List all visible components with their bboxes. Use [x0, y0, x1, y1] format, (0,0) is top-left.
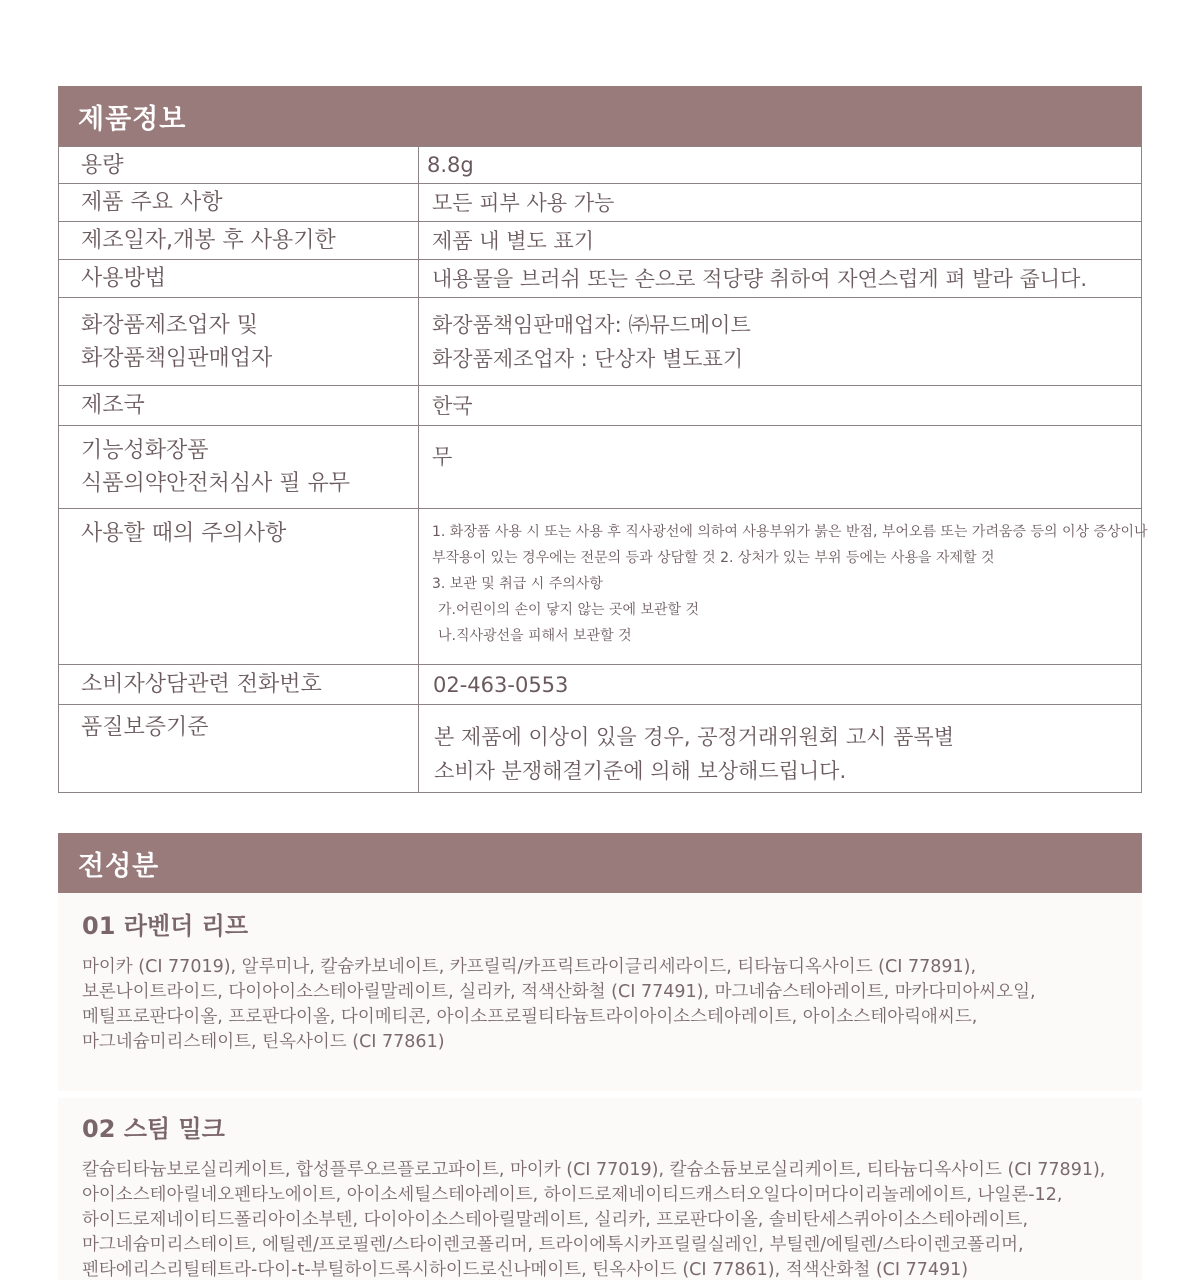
table-row: [59, 705, 1142, 793]
ingredient-block: [58, 893, 1142, 1091]
row-value: 내용물을 브러쉬 또는 손으로 적당량 취하여 자연스럽게 펴 발라 줍니다.: [419, 260, 1142, 298]
row-value: 8.8g: [419, 147, 1142, 184]
table-row: [59, 147, 1142, 184]
ingredient-title: 01 라벤더 리프: [82, 912, 249, 940]
row-label: 제조국: [59, 386, 419, 426]
table-row: [59, 260, 1142, 298]
row-label: 제조일자,개봉 후 사용기한: [59, 222, 419, 260]
product-info-header: 제품정보: [58, 86, 1142, 146]
table-row: [59, 298, 1142, 386]
row-value: 무: [419, 426, 1142, 509]
ingredient-block: [58, 1098, 1142, 1280]
row-label: 품질보증기준: [59, 705, 419, 793]
table-row: [59, 426, 1142, 509]
ingredient-list: 마이카 (CI 77019), 알루미나, 칼슘카보네이트, 카프릴릭/카프릭트라이글리세라이드, 티타늄디옥사이드 (CI 77891), 보론나이트라이드, 다이아이소스테아릴말레이트, 실리카, 적색산화철 (CI 77491), 마그네슘스테아레이트, 마카다미아씨오일, 메틸프로판다이올, 프로판다이올, 다이메티콘, 아이소프로필티타늄트라이아이소스테아레이트, 아이소스테아릭애씨드, 마그네슘미리스테이트, 틴옥사이드 (CI 77861): [82, 957, 1036, 1052]
row-value: 한국: [419, 386, 1142, 426]
row-value: 화장품책임판매업자: ㈜뮤드메이트 화장품제조업자 : 단상자 별도표기: [419, 298, 1142, 386]
table-row: [59, 509, 1142, 665]
row-value: 제품 내 별도 표기: [419, 222, 1142, 260]
ingredients-header: 전성분: [58, 833, 1142, 893]
row-value: 모든 피부 사용 가능: [419, 184, 1142, 222]
row-value: 본 제품에 이상이 있을 경우, 공정거래위원회 고시 품목별 소비자 분쟁해결기준에 의해 보상해드립니다.: [419, 705, 1142, 793]
table-row: [59, 665, 1142, 705]
row-label: 용량: [59, 147, 419, 184]
row-label: 사용방법: [59, 260, 419, 298]
product-info-table: [58, 146, 1148, 793]
ingredient-list: 칼슘티타늄보로실리케이트, 합성플루오르플로고파이트, 마이카 (CI 77019), 칼슘소듐보로실리케이트, 티타늄디옥사이드 (CI 77891), 아이소스테아릴네오펜타노에이트, 아이소세틸스테아레이트, 하이드로제네이티드캐스터오일다이머다이리놀레에이트, 나일론-12, 하이드로제네이티드폴리아이소부텐, 다이아이소스테아릴말레이트, 실리카, 프로판다이올, 솔비탄세스퀴아이소스테아레이트, 마그네슘미리스테이트, 에틸렌/프로필렌/스타이렌코폴리머, 트라이에톡시카프릴릴실레인, 부틸렌/에틸렌/스타이렌코폴리머, 펜타에리스리틸테트라-다이-t-부틸하이드록시하이드로신나메이트, 틴옥사이드 (CI 77861), 적색산화철 (CI 77491): [82, 1160, 1106, 1280]
table-row: [59, 222, 1142, 260]
table-row: [59, 386, 1142, 426]
row-label: 화장품제조업자 및 화장품책임판매업자: [59, 298, 419, 386]
row-label: 사용할 때의 주의사항: [59, 509, 419, 665]
row-value: 02-463-0553: [419, 665, 1142, 705]
row-label: 기능성화장품 식품의약안전처심사 필 유무: [59, 426, 419, 509]
caution-text: 1. 화장품 사용 시 또는 사용 후 직사광선에 의하여 사용부위가 붉은 반점, 부어오름 또는 가려움증 등의 이상 증상이나 부작용이 있는 경우에는 전문의 등과 상담할 것 2. 상처가 있는 부위 등에는 사용을 자제할 것 3. 보관 및 취급 시 주의사항 가.어린이의 손이 닿지 않는 곳에 보관할 것 나.직사광선을 피해서 보관할 것: [419, 509, 1142, 665]
table-row: [59, 184, 1142, 222]
row-label: 제품 주요 사항: [59, 184, 419, 222]
row-label: 소비자상담관련 전화번호: [59, 665, 419, 705]
ingredient-title: 02 스팀 밀크: [82, 1115, 225, 1143]
